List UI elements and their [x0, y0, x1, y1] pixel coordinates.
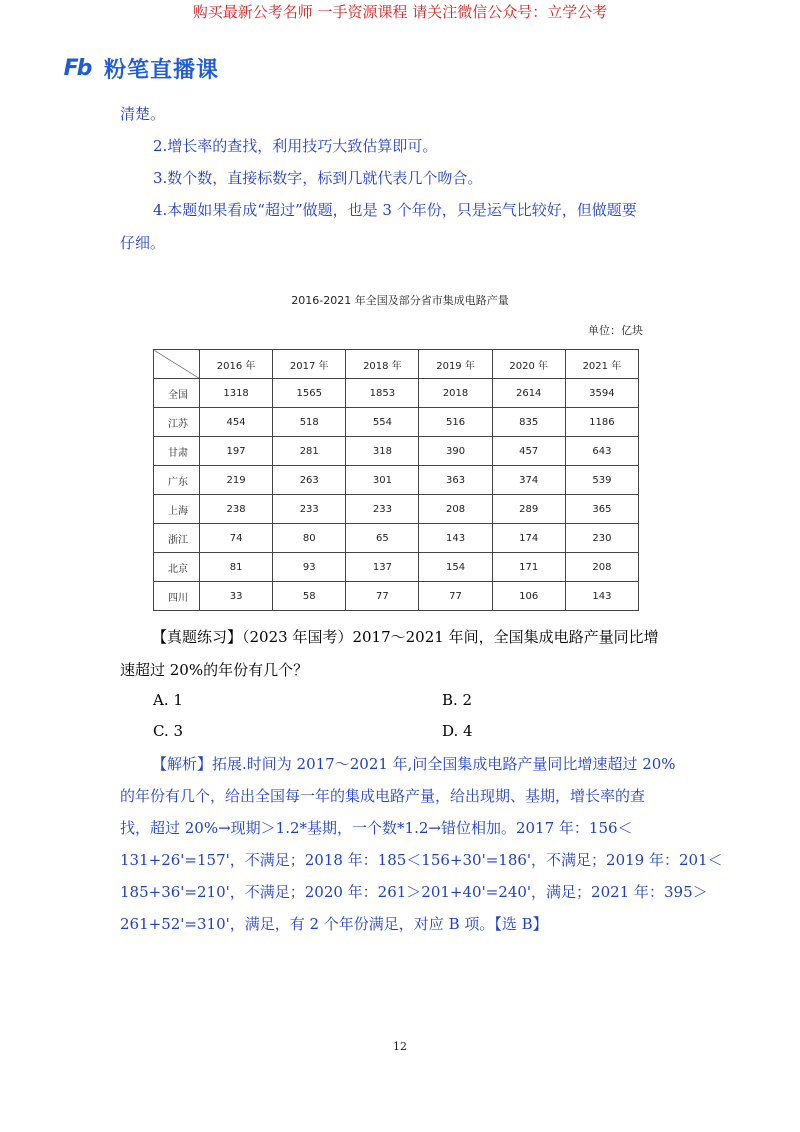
analysis-label: 【解析】 [152, 755, 213, 773]
table-cell: 154 [419, 553, 492, 582]
production-table [153, 349, 639, 611]
table-cell: 3594 [565, 379, 638, 408]
question-line-1 [120, 622, 700, 652]
question-text: （2023 年国考）2017～2021 年间，全国集成电路产量同比增 [242, 628, 659, 646]
diagonal-header-cell [154, 350, 200, 379]
table-cell: 174 [492, 524, 565, 553]
table-cell: 454 [200, 408, 273, 437]
table-cell: 77 [346, 582, 419, 611]
table-cell: 230 [565, 524, 638, 553]
row-header: 江苏 [154, 408, 200, 437]
table-cell: 281 [273, 437, 346, 466]
table-row [154, 437, 639, 466]
option-c[interactable]: C. 3 [153, 722, 184, 740]
table-cell: 208 [565, 553, 638, 582]
table-cell: 1853 [346, 379, 419, 408]
table-cell: 93 [273, 553, 346, 582]
analysis-line-3: 找，超过 20%→现期＞1.2*基期，一个数*1.2→错位相加。2017 年：156＜ [120, 819, 633, 837]
table-row [154, 379, 639, 408]
table-title: 2016-2021 年全国及部分省市集成电路产量 [291, 294, 509, 307]
table-cell: 137 [346, 553, 419, 582]
table-cell: 1318 [200, 379, 273, 408]
row-header: 浙江 [154, 524, 200, 553]
table-cell: 2614 [492, 379, 565, 408]
table-cell: 2018 [419, 379, 492, 408]
analysis-block [120, 748, 723, 940]
table-cell: 1565 [273, 379, 346, 408]
table-cell: 80 [273, 524, 346, 553]
table-cell: 171 [492, 553, 565, 582]
option-b[interactable]: B. 2 [442, 691, 473, 709]
table-cell: 143 [419, 524, 492, 553]
analysis-line-2: 的年份有几个，给出全国每一年的集成电路产量，给出现期、基期，增长率的查 [120, 787, 646, 805]
table-cell: 835 [492, 408, 565, 437]
table-header-row [154, 350, 639, 379]
table-cell: 390 [419, 437, 492, 466]
note-item-4: 4.本题如果看成“超过”做题，也是 3 个年份，只是运气比较好，但做题要 [153, 201, 637, 219]
table-unit: 单位：亿块 [588, 324, 643, 337]
column-header: 2020 年 [492, 350, 565, 379]
row-header: 广东 [154, 466, 200, 495]
table-row [154, 582, 639, 611]
table-row [154, 553, 639, 582]
row-header: 上海 [154, 495, 200, 524]
table-cell: 518 [273, 408, 346, 437]
table-cell: 219 [200, 466, 273, 495]
row-header: 全国 [154, 379, 200, 408]
table-cell: 143 [565, 582, 638, 611]
option-a[interactable]: A. 1 [153, 691, 183, 709]
question-line-2: 速超过 20%的年份有几个？ [120, 661, 309, 679]
analysis-line-1 [120, 748, 690, 780]
analysis-line-5: 185+36'=210'，不满足；2020 年：261＞201+40'=240'，满足；2021 年：395＞ [120, 883, 708, 901]
table-cell: 33 [200, 582, 273, 611]
table-cell: 365 [565, 495, 638, 524]
table-cell: 539 [565, 466, 638, 495]
column-header: 2017 年 [273, 350, 346, 379]
column-header: 2021 年 [565, 350, 638, 379]
table-cell: 263 [273, 466, 346, 495]
notes-continuation: 清楚。 [120, 105, 166, 123]
table-row [154, 495, 639, 524]
table-cell: 81 [200, 553, 273, 582]
top-banner: 购买最新公考名师 一手资源课程 请关注微信公众号：立学公考 [192, 3, 608, 21]
table-cell: 233 [346, 495, 419, 524]
table-cell: 643 [565, 437, 638, 466]
table-cell: 74 [200, 524, 273, 553]
option-d[interactable]: D. 4 [442, 722, 473, 740]
table-cell: 301 [346, 466, 419, 495]
table-cell: 58 [273, 582, 346, 611]
row-header: 北京 [154, 553, 200, 582]
row-header: 四川 [154, 582, 200, 611]
table-cell: 289 [492, 495, 565, 524]
table-cell: 516 [419, 408, 492, 437]
brand-logo [56, 52, 219, 84]
table-row [154, 524, 639, 553]
table-cell: 457 [492, 437, 565, 466]
table-cell: 65 [346, 524, 419, 553]
column-header: 2019 年 [419, 350, 492, 379]
table-cell: 554 [346, 408, 419, 437]
table-row [154, 466, 639, 495]
answer-tag: 【选 B】 [494, 915, 548, 933]
analysis-line-6 [120, 908, 690, 940]
row-header: 甘肃 [154, 437, 200, 466]
question-label: 【真题练习】 [152, 628, 243, 646]
analysis-text-6: 261+52'=310'，满足，有 2 个年份满足，对应 B 项。 [120, 915, 495, 933]
table-cell: 77 [419, 582, 492, 611]
column-header: 2018 年 [346, 350, 419, 379]
analysis-text-1: 拓展.时间为 2017～2021 年,问全国集成电路产量同比增速超过 20% [212, 755, 676, 773]
logo-text: 粉笔直播课 [104, 57, 220, 83]
table-cell: 363 [419, 466, 492, 495]
page-number: 12 [393, 1040, 407, 1053]
analysis-line-4: 131+26'=157'，不满足；2018 年：185＜156+30'=186'，不满足；2019 年：201＜ [120, 851, 723, 869]
table-cell: 208 [419, 495, 492, 524]
table-cell: 318 [346, 437, 419, 466]
column-header: 2016 年 [200, 350, 273, 379]
note-item-2: 2.增长率的查找，利用技巧大致估算即可。 [153, 137, 438, 155]
table-cell: 233 [273, 495, 346, 524]
logo-mark: Fb [63, 55, 91, 81]
table-cell: 238 [200, 495, 273, 524]
note-item-3: 3.数个数，直接标数字，标到几就代表几个吻合。 [153, 169, 483, 187]
table-cell: 374 [492, 466, 565, 495]
table-cell: 197 [200, 437, 273, 466]
note-item-4-cont: 仔细。 [120, 234, 166, 252]
table-cell: 1186 [565, 408, 638, 437]
table-cell: 106 [492, 582, 565, 611]
table-row [154, 408, 639, 437]
